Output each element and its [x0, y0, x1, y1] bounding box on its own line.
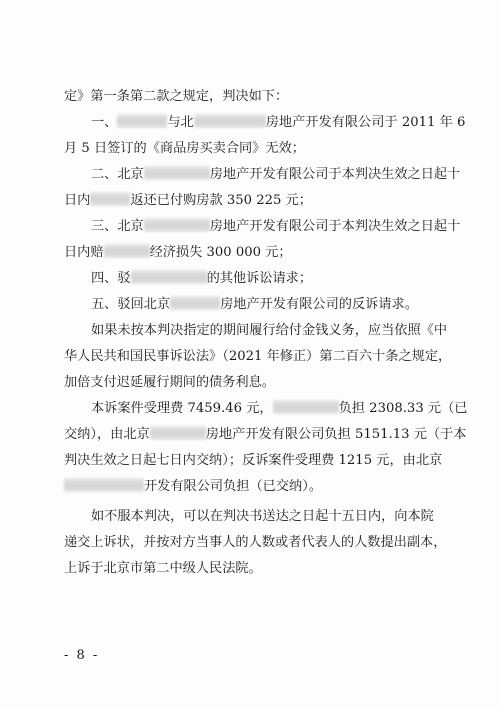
- text-line: 华人民共和国民事诉讼法》（2021 年修正）第二百六十条之规定，: [64, 349, 452, 364]
- redaction-block: [90, 192, 130, 206]
- judgment-item-2: 二、北京 房地产开发有限公司于本判决生效之日起十: [91, 167, 461, 182]
- redaction-block: [117, 114, 167, 128]
- judgment-item-3: 三、北京 房地产开发有限公司于本判决生效之日起十: [91, 219, 461, 234]
- text-line: 日内赔 经济损失 300 000 元；: [64, 245, 292, 260]
- text-line: 上诉于北京市第二中级人民法院。: [64, 561, 262, 576]
- text-line: 本诉案件受理费 7459.46 元， 负担 2308.33 元（已: [91, 401, 468, 416]
- text-line: 定》第一条第二款之规定，判决如下：: [64, 89, 289, 104]
- redaction-block: [64, 478, 144, 492]
- redaction-block: [170, 296, 220, 310]
- text-line: 加倍支付迟延履行期间的债务利息。: [64, 375, 275, 390]
- text-line: 判决生效之日起七日内交纳）；反诉案件受理费 1215 元，由北京: [64, 453, 443, 468]
- redaction-block: [150, 426, 206, 440]
- text-line: 递交上诉状，并按对方当事人的人数或者代表人的人数提出副本，: [64, 535, 447, 550]
- text-line: 交纳），由北京 房地产开发有限公司负担 5151.13 元（于本: [64, 427, 467, 442]
- redaction-block: [194, 114, 266, 128]
- judgment-item-1: 一、 与北 房地产开发有限公司于 2011 年 6: [91, 115, 466, 130]
- redaction-block: [273, 400, 339, 414]
- page-number: - 8 -: [64, 648, 100, 663]
- text-line: 如果未按本判决指定的期间履行给付金钱义务，应当依照《中: [91, 323, 448, 338]
- text-line: 日内 返还已付购房款 350 225 元；: [64, 193, 312, 208]
- redaction-block: [144, 218, 210, 232]
- text-line: 如不服本判决，可以在判决书送达之日起十五日内，向本院: [91, 509, 434, 524]
- judgment-item-5: 五、驳回北京 房地产开发有限公司的反诉请求。: [91, 297, 418, 312]
- text-line: 月 5 日签订的《商品房买卖合同》无效；: [64, 141, 305, 156]
- redaction-block: [104, 244, 150, 258]
- redaction-block: [131, 270, 207, 284]
- redaction-block: [144, 166, 210, 180]
- judgment-item-4: 四、驳 的其他诉讼请求；: [91, 271, 313, 286]
- text-line: 开发有限公司负担（已交纳）。: [64, 478, 500, 496]
